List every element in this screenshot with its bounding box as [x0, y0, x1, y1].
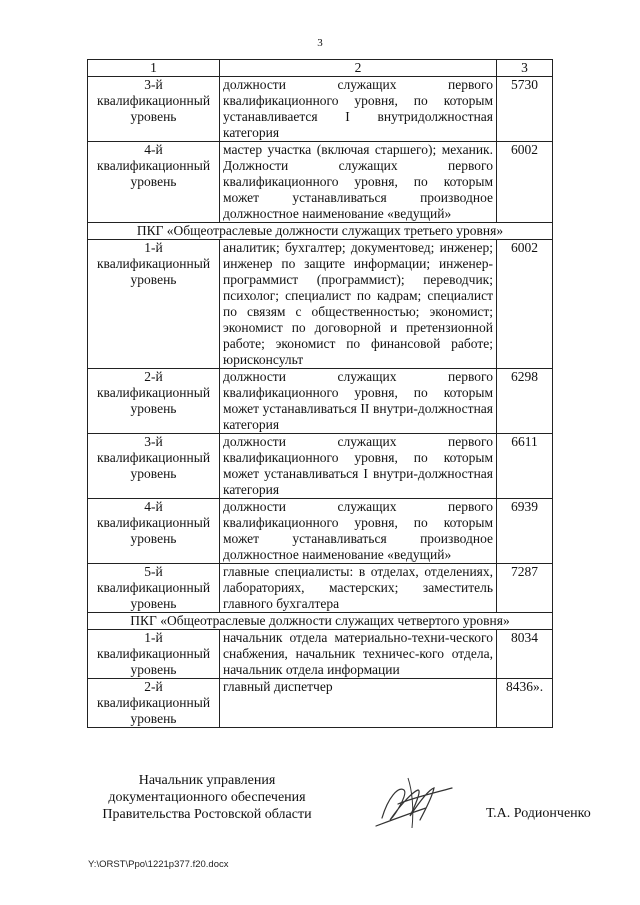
table-row	[88, 630, 553, 679]
qualification-level-cell: 1-й квалификационный уровень	[88, 240, 220, 369]
table-row	[88, 679, 553, 728]
table-row	[88, 142, 553, 223]
salary-value-cell: 7287	[497, 564, 553, 613]
column-header-2: 2	[220, 60, 497, 77]
position-description-cell: главные специалисты: в отделах, отделениях, лабораториях, мастерских; заместитель главного бухгалтера	[220, 564, 497, 613]
salary-value-cell: 6002	[497, 240, 553, 369]
position-description-cell: должности служащих первого квалификационного уровня, по которым устанавливается I внутридолжностная категория	[220, 77, 497, 142]
salary-table	[87, 59, 553, 728]
column-header-3: 3	[497, 60, 553, 77]
salary-value-cell: 6611	[497, 434, 553, 499]
signature-block	[87, 772, 327, 823]
group-header-row	[88, 613, 553, 630]
signature-title-line1: Начальник управления	[138, 773, 276, 788]
salary-value-cell: 8034	[497, 630, 553, 679]
position-description-cell: должности служащих первого квалификационного уровня, по которым может устанавливаться производное должностное наименование «ведущий»	[220, 499, 497, 564]
qualification-level-cell: 1-й квалификационный уровень	[88, 630, 220, 679]
position-description-cell: мастер участка (включая старшего); механик. Должности служащих первого квалификационного уровня, по которым может устанавливаться производное должностное наименование «ведущий»	[220, 142, 497, 223]
position-description-cell: аналитик; бухгалтер; документовед; инженер; инженер по защите информации; инженер-программист (программист); переводчик; психолог; специалист по кадрам; специалист по связям с общественностью; экономист; экономист по договорной и претензионной работе; экономист по финансовой работе; юрисконсульт	[220, 240, 497, 369]
table-row	[88, 564, 553, 613]
salary-value-cell: 8436».	[497, 679, 553, 728]
table-row	[88, 240, 553, 369]
table-row	[88, 434, 553, 499]
document-path: Y:\ORST\Ppo\1221p377.f20.docx	[88, 859, 229, 870]
qualification-level-cell: 3-й квалификационный уровень	[88, 77, 220, 142]
table-row	[88, 499, 553, 564]
group-header-row	[88, 223, 553, 240]
qualification-level-cell: 5-й квалификационный уровень	[88, 564, 220, 613]
position-description-cell: начальник отдела материально-техни-ческого снабжения, начальник техничес-кого отдела, начальник отдела информации	[220, 630, 497, 679]
signatory-name: Т.А. Родионченко	[486, 806, 591, 821]
signature-title-line2: документационного обеспечения	[108, 790, 306, 805]
qualification-level-cell: 2-й квалификационный уровень	[88, 369, 220, 434]
table-header-row	[88, 60, 553, 77]
salary-value-cell: 6002	[497, 142, 553, 223]
qualification-level-cell: 4-й квалификационный уровень	[88, 499, 220, 564]
page-number: 3	[317, 37, 323, 49]
handwritten-signature	[368, 768, 458, 834]
table-row	[88, 369, 553, 434]
salary-value-cell: 5730	[497, 77, 553, 142]
column-header-1: 1	[88, 60, 220, 77]
position-description-cell: должности служащих первого квалификационного уровня, по которым может устанавливаться I внутри-должностная категория	[220, 434, 497, 499]
position-description-cell: должности служащих первого квалификационного уровня, по которым может устанавливаться II внутри-должностная категория	[220, 369, 497, 434]
position-description-cell: главный диспетчер	[220, 679, 497, 728]
table-row	[88, 77, 553, 142]
group-title: ПКГ «Общеотраслевые должности служащих третьего уровня»	[88, 223, 553, 240]
qualification-level-cell: 3-й квалификационный уровень	[88, 434, 220, 499]
qualification-level-cell: 4-й квалификационный уровень	[88, 142, 220, 223]
signature-title-line3: Правительства Ростовской области	[102, 807, 312, 822]
salary-value-cell: 6298	[497, 369, 553, 434]
qualification-level-cell: 2-й квалификационный уровень	[88, 679, 220, 728]
salary-value-cell: 6939	[497, 499, 553, 564]
group-title: ПКГ «Общеотраслевые должности служащих четвертого уровня»	[88, 613, 553, 630]
